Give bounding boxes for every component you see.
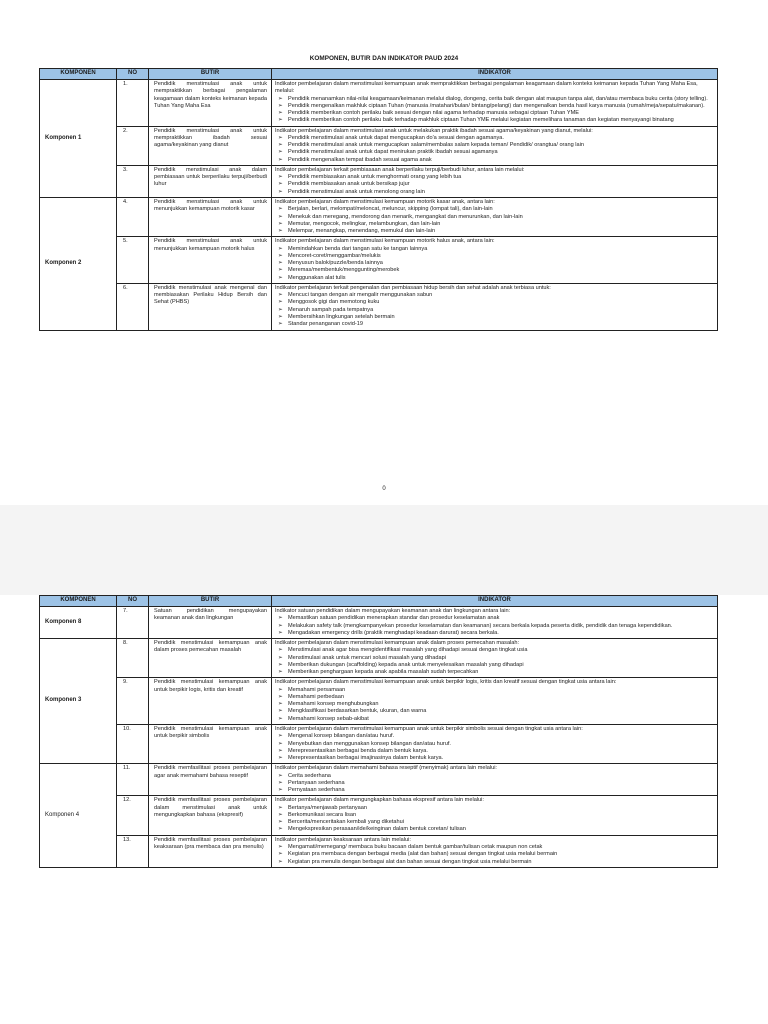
list-item: ➢ Merepresentasikan berbagai benda dalam bentuk karya. (275, 748, 714, 755)
list-item: ➢ Bercerita/menceritakan kembali yang diketahui (275, 819, 714, 826)
indikator-cell (272, 678, 718, 725)
indikator-list (275, 246, 714, 282)
table-row (40, 835, 718, 867)
list-item: ➢ Mengekspresikan perasaan/ide/keinginan dalam bentuk coretan/ tulisan (275, 826, 714, 833)
document-title: KOMPONEN, BUTIR DAN INDIKATOR PAUD 2024 (309, 55, 459, 62)
indikator-list (275, 805, 714, 834)
list-item: ➢ Berkomunikasi secara lisan (275, 812, 714, 819)
list-item: ➢ Kegiatan pra menulis dengan berbagai alat dan bahan sesuai dengan tingkat usia melalui bermain (275, 859, 714, 866)
list-item: ➢ Berjalan, berlari, melompat/meloncat, meluncur, skipping (lompat tali), dan lain-lain (275, 206, 714, 213)
list-item: ➢ Standar penanganan covid-19 (275, 321, 714, 328)
list-item: ➢ Kegiatan pra membaca dengan berbagai media (alat dan bahan) sesuai dengan tingkat usia melalui bermain (275, 851, 714, 858)
page-2 (0, 505, 768, 1024)
list-item: ➢ Menyusun balok/puzzle/benda lainnya (275, 260, 714, 267)
table-row (40, 80, 718, 127)
indikator-list (275, 615, 714, 637)
indikator-intro: Indikator pembelajaran dalam mengungkapkan bahasa ekspresif antara lain melalui: (275, 797, 484, 804)
list-item: ➢ Menstimulasi anak agar bisa mengidentifikasi masalah yang dihadapi sesuai dengan tingkat usia (275, 647, 714, 654)
indikator-cell (272, 197, 718, 236)
no-cell: 6. (117, 283, 149, 330)
list-item: ➢ Memastikan satuan pendidikan menerapkan standar dan prosedur keselamatan anak (275, 615, 714, 622)
butir-cell: Pendidik menstimulasi anak untuk mempraktikkan berbagai pengalaman keagamaan dalam konteks keimanan kepada Tuhan Yang Maha Esa (149, 80, 272, 127)
list-item: ➢ Memahami konsep sebab-akibat (275, 716, 714, 723)
indikator-list (275, 96, 714, 125)
indikator-intro: Indikator pembelajaran dalam menstimulasi anak untuk melakukan praktik ibadah sesuai agama/keyakinan yang dianut, melalui: (275, 127, 593, 134)
list-item: ➢ Pernyataan sederhana (275, 787, 714, 794)
list-item: ➢ Memberikan dukungan (scaffolding) kepada anak untuk menyelesaikan masalah yang dihadapi (275, 662, 714, 669)
list-item: ➢ Pendidik mengenalkan tempat ibadah sesuai agama anak (275, 157, 714, 164)
indikator-intro: Indikator pembelajaran dalam menstimulasi kemampuan anak untuk berpikir simbolis sesuai dengan tingkat usia antara lain: (275, 725, 583, 732)
list-item: ➢ Mengklasifikasi berdasarkan bentuk, ukuran, dan warna (275, 708, 714, 715)
list-item: ➢ Menekuk dan meregang, mendorong dan menarik, mengangkat dan menurunkan, dan lain-lain (275, 214, 714, 221)
list-item: ➢ Pendidik memberikan contoh perilaku baik sesuai dengan nilai agama terhadap manusia sebagai ciptaan Tuhan YME (275, 110, 714, 117)
butir-cell: Pendidik menstimulasi kemampuan anak untuk berpikir simbolis (149, 724, 272, 763)
list-item: ➢ Pendidik memberikan contoh perilaku baik terhadap makhluk ciptaan Tuhan YME melalui kegiatan memelihara tanaman dan kegiatan menyayangi binatang (275, 117, 714, 124)
list-item: ➢ Mengadakan emergency drills (praktik menghadapi keadaan darurat) secara berkala. (275, 630, 714, 637)
no-cell: 3. (117, 165, 149, 197)
list-item: ➢ Mengamati/memegang/ membaca buku bacaan dalam bentuk gambar/tulisan cetak maupun non cetak (275, 844, 714, 851)
list-item: ➢ Pertanyaan sederhana (275, 780, 714, 787)
list-item: ➢ Menyebutkan dan menggunakan konsep bilangan dan/atau huruf. (275, 741, 714, 748)
list-item: ➢ Melakukan safety talk (mengkampanyekan prosedur keselamatan dan keamanan) secara berkala kepada peserta didik, pendidik dan tenaga kependidikan. (275, 623, 714, 630)
list-item: ➢ Membersihkan lingkungan setelah bermain (275, 314, 714, 321)
table-row (40, 764, 718, 796)
indikator-cell (272, 639, 718, 678)
list-item: ➢ Pendidik mengenalkan makhluk ciptaan Tuhan (manusia /matahari/bulan/ bintang/pelangi) dan mengenalkan benda hasil karya manusia (rumah/meja/sepatu/makanan). (275, 103, 714, 110)
list-item: ➢ Menggosok gigi dan memotong kuku (275, 299, 714, 306)
list-item: ➢ Menggunakan alat tulis (275, 275, 714, 282)
list-item: ➢ Mencuci tangan dengan air mengalir menggunakan sabun (275, 292, 714, 299)
header-komponen: KOMPONEN (40, 69, 117, 80)
header-no: NO (117, 596, 149, 607)
butir-cell: Pendidik memfasilitasi proses pembelajaran keaksaraan (pra membaca dan pra menulis) (149, 835, 272, 867)
indikator-list (275, 773, 714, 795)
list-item: ➢ Pendidik membiasakan anak untuk bersikap jujur (275, 181, 714, 188)
table-header-row (40, 596, 718, 607)
indikator-list (275, 292, 714, 328)
header-butir: BUTIR (149, 69, 272, 80)
table-row (40, 283, 718, 330)
no-cell: 4. (117, 197, 149, 236)
page-1 (0, 0, 768, 505)
indikator-cell (272, 126, 718, 165)
table-body-1 (40, 80, 718, 331)
list-item: ➢ Pendidik menstimulasi anak untuk dapat menirukan praktik ibadah sesuai agamanya (275, 149, 714, 156)
no-cell: 9. (117, 678, 149, 725)
komponen-cell: Komponen 4 (40, 764, 117, 867)
table-row (40, 165, 718, 197)
indikator-list (275, 174, 714, 196)
list-item: ➢ Mengenal konsep bilangan dan/atau huruf. (275, 733, 714, 740)
table-row (40, 639, 718, 678)
indikator-intro: Indikator pembelajaran dalam menstimulasi kemampuan anak untuk berpikir logis, kritis dan kreatif sesuai dengan tingkat usia antara lain: (275, 679, 617, 686)
butir-cell: Pendidik menstimulasi kemampuan anak dalam proses pemecahan masalah (149, 639, 272, 678)
butir-cell: Pendidik menstimulasi anak untuk menunjukkan kemampuan motorik kasar (149, 197, 272, 236)
indikator-cell (272, 724, 718, 763)
indikator-cell (272, 165, 718, 197)
table-header-row (40, 69, 718, 80)
no-cell: 10. (117, 724, 149, 763)
indikator-intro: Indikator pembelajaran dalam menstimulasi kemampuan motorik halus anak, antara lain: (275, 238, 495, 245)
indikator-list (275, 206, 714, 235)
indikator-list (275, 647, 714, 676)
indikator-intro: Indikator pembelajaran dalam memahami bahasa reseptif (menyimak) antara lain melalui: (275, 765, 497, 772)
indikator-intro: Indikator pembelajaran dalam menstimulasi kemampuan anak dalam proses pemecahan masalah: (275, 640, 520, 647)
table-row (40, 724, 718, 763)
table-row (40, 197, 718, 236)
indikator-cell (272, 607, 718, 639)
header-komponen: KOMPONEN (40, 596, 117, 607)
table-body-2 (40, 607, 718, 868)
butir-cell: Pendidik menstimulasi anak dalam pembiasaan untuk berperilaku terpuji/berbudi luhur (149, 165, 272, 197)
table-row (40, 607, 718, 639)
list-item: ➢ Memutar, mengocok, melingkar, melambungkan, dan lain-lain (275, 221, 714, 228)
indikator-cell (272, 835, 718, 867)
header-butir: BUTIR (149, 596, 272, 607)
table-row (40, 796, 718, 835)
header-no: NO (117, 69, 149, 80)
list-item: ➢ Memindahkan benda dari tangan satu ke tangan lainnya (275, 246, 714, 253)
no-cell: 8. (117, 639, 149, 678)
indikator-intro: Indikator pembelajaran dalam menstimulasi kemampuan motorik kasar anak, antara lain: (275, 198, 495, 205)
table-row (40, 126, 718, 165)
list-item: ➢ Memahami persamaan (275, 687, 714, 694)
indikator-list (275, 844, 714, 866)
header-indikator: INDIKATOR (272, 596, 718, 607)
indikator-cell (272, 237, 718, 284)
no-cell: 11. (117, 764, 149, 796)
list-item: ➢ Pendidik menstimulasi anak untuk mengucapkan salam/membalas salam kepada teman/ Pendidik/ orangtua/ orang lain (275, 142, 714, 149)
komponen-table-1 (39, 68, 718, 331)
komponen-cell: Komponen 2 (40, 197, 117, 330)
no-cell: 13. (117, 835, 149, 867)
no-cell: 7. (117, 607, 149, 639)
butir-cell: Satuan pendidikan mengupayakan keamanan anak dan lingkungan (149, 607, 272, 639)
komponen-cell: Komponen 1 (40, 80, 117, 198)
list-item: ➢ Merepresentasikan berbagai imajinasinya dalam bentuk karya. (275, 755, 714, 762)
list-item: ➢ Meremas/membentuk/menggunting/merobek (275, 267, 714, 274)
list-item: ➢ Cerita sederhana (275, 773, 714, 780)
butir-cell: Pendidik menstimulasi anak untuk mempraktikkan ibadah sesuai agama/keyakinan yang dianut (149, 126, 272, 165)
indikator-intro: Indikator pembelajaran terkait pengenalan dan pembiasaan hidup bersih dan sehat adalah anak terbiasa untuk: (275, 284, 551, 291)
list-item: ➢ Mencoret-coret/menggambar/melukis (275, 253, 714, 260)
page-number: 0 (382, 486, 386, 492)
komponen-cell: Komponen 8 (40, 607, 117, 639)
no-cell: 1. (117, 80, 149, 127)
butir-cell: Pendidik menstimulasi anak mengenal dan membiasakan Perilaku Hidup Bersih dan Sehat (PHBS) (149, 283, 272, 330)
indikator-intro: Indikator satuan pendidikan dalam mengupayakan keamanan anak dan lingkungan antara lain: (275, 608, 511, 614)
header-indikator: INDIKATOR (272, 69, 718, 80)
list-item: ➢ Bertanya/menjawab pertanyaan (275, 805, 714, 812)
no-cell: 2. (117, 126, 149, 165)
list-item: ➢ Pendidik menanamkan nilai-nilai keagamaan/keimanan melalui dialog, dongeng, cerita baik dengan alat maupun tanpa alat, dan/atau membaca buku cerita (story telling). (275, 96, 714, 103)
butir-cell: Pendidik memfasilitasi proses pembelajaran agar anak memahami bahasa reseptif (149, 764, 272, 796)
butir-cell: Pendidik menstimulasi anak untuk menunjukkan kemampuan motorik halus (149, 237, 272, 284)
indikator-list (275, 733, 714, 762)
list-item: ➢ Pendidik menstimulasi anak untuk menolong orang lain (275, 189, 714, 196)
komponen-table-2 (39, 595, 718, 868)
indikator-intro: Indikator pembelajaran dalam menstimulasi kemampuan anak mempraktikkan berbagai pengalaman keagamaan dalam konteks keimanan kepada Tuhan Yang Maha Esa, melalui: (275, 81, 698, 95)
butir-cell: Pendidik memfasilitasi proses pembelajaran dalam menstimulasi anak untuk mengungkapkan bahasa (ekspresif) (149, 796, 272, 835)
list-item: ➢ Memahami konsep menghubungkan (275, 701, 714, 708)
no-cell: 12. (117, 796, 149, 835)
list-item: ➢ Menaruh sampah pada tempatnya (275, 307, 714, 314)
indikator-intro: Indikator pembelajaran keaksaraan antara lain melalui: (275, 836, 411, 843)
indikator-intro: Indikator pembelajaran terkait pembiasaan anak berperilaku terpuji/berbudi luhur, antara lain melalui: (275, 166, 525, 173)
list-item: ➢ Pendidik membiasakan anak untuk menghormati orang yang lebih tua (275, 174, 714, 181)
indikator-list (275, 135, 714, 164)
indikator-cell (272, 764, 718, 796)
list-item: ➢ Memberikan penghargaan kepada anak apabila masalah sudah terpecahkan (275, 669, 714, 676)
indikator-cell (272, 283, 718, 330)
komponen-cell: Komponen 3 (40, 639, 117, 764)
list-item: ➢ Menstimulasi anak untuk mencari solusi masalah yang dihadapi (275, 655, 714, 662)
no-cell: 5. (117, 237, 149, 284)
list-item: ➢ Pendidik menstimulasi anak untuk dapat mengucapkan do'a sesuai dengan agamanya. (275, 135, 714, 142)
butir-cell: Pendidik menstimulasi kemampuan anak untuk berpikir logis, kritis dan kreatif (149, 678, 272, 725)
list-item: ➢ Melempar, menangkap, menendang, memukul dan lain-lain (275, 228, 714, 235)
table-row (40, 678, 718, 725)
indikator-list (275, 687, 714, 723)
indikator-cell (272, 796, 718, 835)
indikator-cell (272, 80, 718, 127)
table-row (40, 237, 718, 284)
list-item: ➢ Memahami perbedaan (275, 694, 714, 701)
